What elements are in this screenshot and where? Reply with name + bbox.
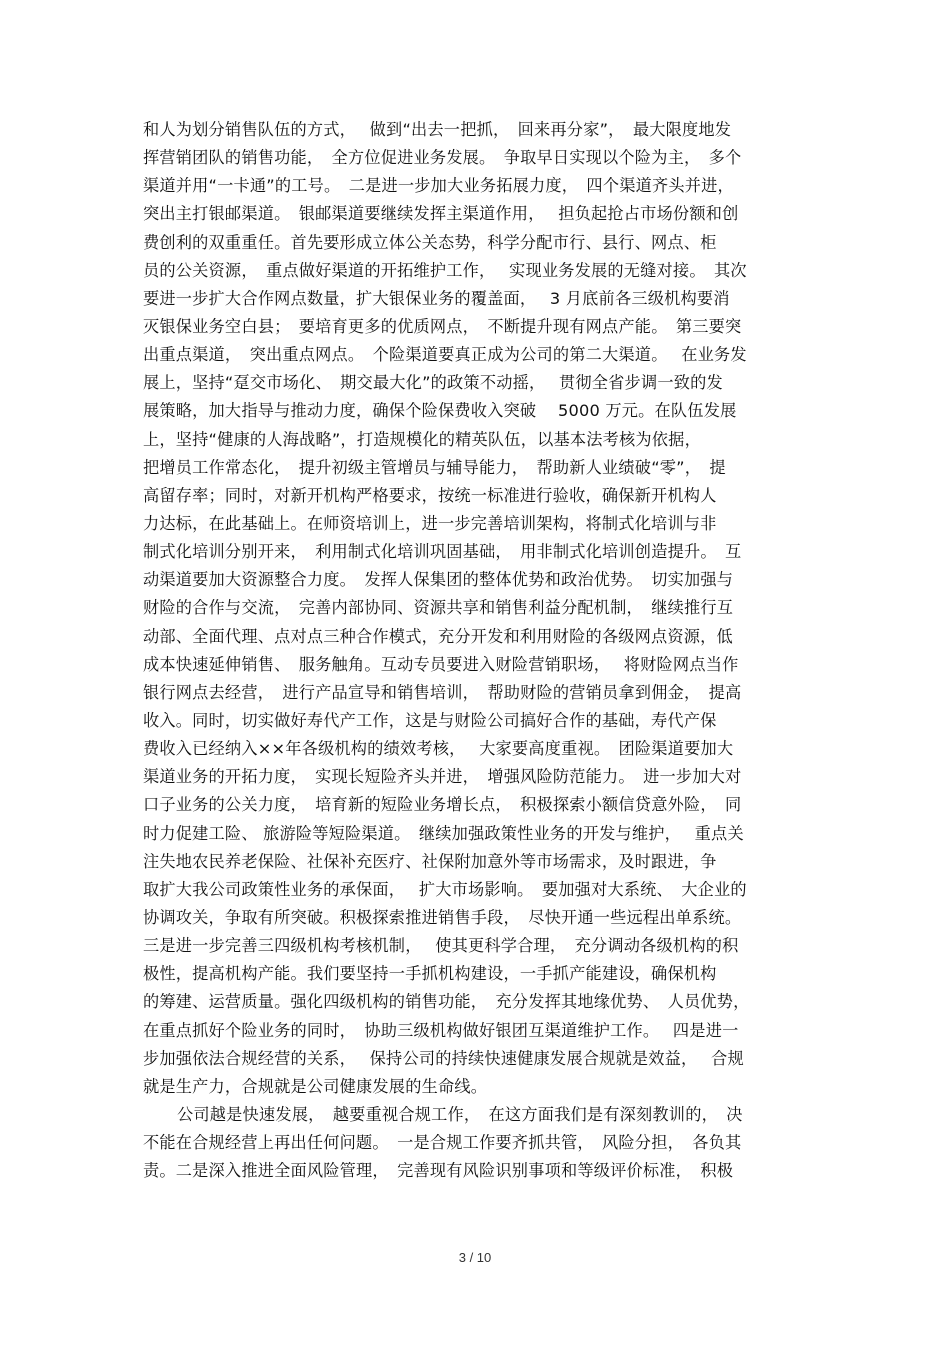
text-line: 展上，坚持“趸交市场化、 期交最大化”的政策不动摇， 贯彻全省步调一致的发 <box>143 373 723 393</box>
text-line: 责。二是深入推进全面风险管理， 完善现有风险识别事项和等级评价标准， 积极 <box>143 1161 734 1181</box>
paragraph-first-line: 公司越是快速发展， 越要重视合规工作， 在这方面我们是有深刻教训的， 决 <box>177 1104 743 1124</box>
text-line: 银行网点去经营， 进行产品宣导和销售培训， 帮助财险的营销员拿到佣金， 提高 <box>143 682 742 702</box>
text-line: 费收入已经纳入××年各级机构的绩效考核， 大家要高度重视。 团险渠道要加大 <box>143 739 734 759</box>
text-line: 员的公关资源， 重点做好渠道的开拓维护工作， 实现业务发展的无缝对接。 其次 <box>143 260 747 280</box>
text-line: 就是生产力，合规就是公司健康发展的生命线。 <box>143 1076 488 1096</box>
text-line: 协调攻关，争取有所突破。积极探索推进销售手段， 尽快开通一些远程出单系统。 <box>143 907 742 927</box>
text-line: 动部、全面代理、点对点三种合作模式，充分开发和利用财险的各级网点资源，低 <box>143 626 733 646</box>
text-line: 财险的合作与交流， 完善内部协同、资源共享和销售利益分配机制， 继续推行互 <box>143 598 734 618</box>
text-line: 步加强依法合规经营的关系， 保持公司的持续快速健康发展合规就是效益， 合规 <box>143 1048 744 1068</box>
text-line: 渠道并用“一卡通”的工号。 二是进一步加大业务拓展力度， 四个渠道齐头并进， <box>143 176 734 196</box>
text-line: 要进一步扩大合作网点数量，扩大银保业务的覆盖面， 3 月底前各三级机构要消 <box>143 288 730 308</box>
text-line: 高留存率；同时，对新开机构严格要求，按统一标准进行验收，确保新开机构人 <box>143 485 717 505</box>
text-line: 注失地农民养老保险、社保补充医疗、社保附加意外等市场需求，及时跟进，争 <box>143 851 717 871</box>
text-line: 出重点渠道， 突出重点网点。 个险渠道要真正成为公司的第二大渠道。 在业务发 <box>143 345 747 365</box>
text-line: 成本快速延伸销售、 服务触角。互动专员要进入财险营销职场， 将财险网点当作 <box>143 654 739 674</box>
text-line: 挥营销团队的销售功能， 全方位促进业务发展。 争取早日实现以个险为主， 多个 <box>143 148 742 168</box>
text-line: 的筹建、运营质量。强化四级机构的销售功能， 充分发挥其地缘优势、 人员优势， <box>143 992 750 1012</box>
text-line: 展策略，加大指导与推动力度，确保个险保费收入突破 5000 万元。在队伍发展 <box>143 401 737 421</box>
text-line: 口子业务的公关力度， 培育新的短险业务增长点， 积极探索小额信贷意外险， 同 <box>143 795 742 815</box>
text-line: 突出主打银邮渠道。 银邮渠道要继续发挥主渠道作用， 担负起抢占市场份额和创 <box>143 204 739 224</box>
text-line: 把增员工作常态化， 提升初级主管增员与辅导能力， 帮助新人业绩破“零”， 提 <box>143 457 726 477</box>
text-line: 渠道业务的开拓力度， 实现长短险齐头并进， 增强风险防范能力。 进一步加大对 <box>143 767 742 787</box>
body-text <box>143 116 815 1185</box>
text-line: 制式化培训分别开来， 利用制式化培训巩固基础， 用非制式化培训创造提升。 互 <box>143 542 742 562</box>
text-line: 取扩大我公司政策性业务的承保面， 扩大市场影响。 要加强对大系统、 大企业的 <box>143 879 747 899</box>
text-line: 费创利的双重重任。首先要形成立体公关态势，科学分配市行、县行、网点、柜 <box>143 232 717 252</box>
text-line: 灭银保业务空白县； 要培育更多的优质网点， 不断提升现有网点产能。 第三要突 <box>143 316 742 336</box>
page-number: 3 / 10 <box>458 1250 492 1265</box>
text-line: 时力促建工险、 旅游险等短险渠道。 继续加强政策性业务的开发与维护， 重点关 <box>143 823 744 843</box>
text-line: 力达标，在此基础上。在师资培训上，进一步完善培训架构，将制式化培训与非 <box>143 513 717 533</box>
text-line: 三是进一步完善三四级机构考核机制， 使其更科学合理， 充分调动各级机构的积 <box>143 936 739 956</box>
text-line: 动渠道要加大资源整合力度。 发挥人保集团的整体优势和政治优势。 切实加强与 <box>143 570 734 590</box>
text-line: 在重点抓好个险业务的同时， 协助三级机构做好银团互渠道维护工作。 四是进一 <box>143 1020 739 1040</box>
text-line: 收入。同时，切实做好寿代产工作，这是与财险公司搞好合作的基础，寿代产保 <box>143 710 717 730</box>
text-line: 不能在合规经营上再出任何问题。 一是合规工作要齐抓共管， 风险分担， 各负其 <box>143 1133 742 1153</box>
text-line: 和人为划分销售队伍的方式， 做到“出去一把抓， 回来再分家”， 最大限度地发 <box>143 120 732 139</box>
text-line: 极性，提高机构产能。我们要坚持一手抓机构建设，一手抓产能建设，确保机构 <box>143 964 717 984</box>
text-line: 上，坚持“健康的人海战略”，打造规模化的精英队伍，以基本法考核为依据， <box>143 429 701 449</box>
